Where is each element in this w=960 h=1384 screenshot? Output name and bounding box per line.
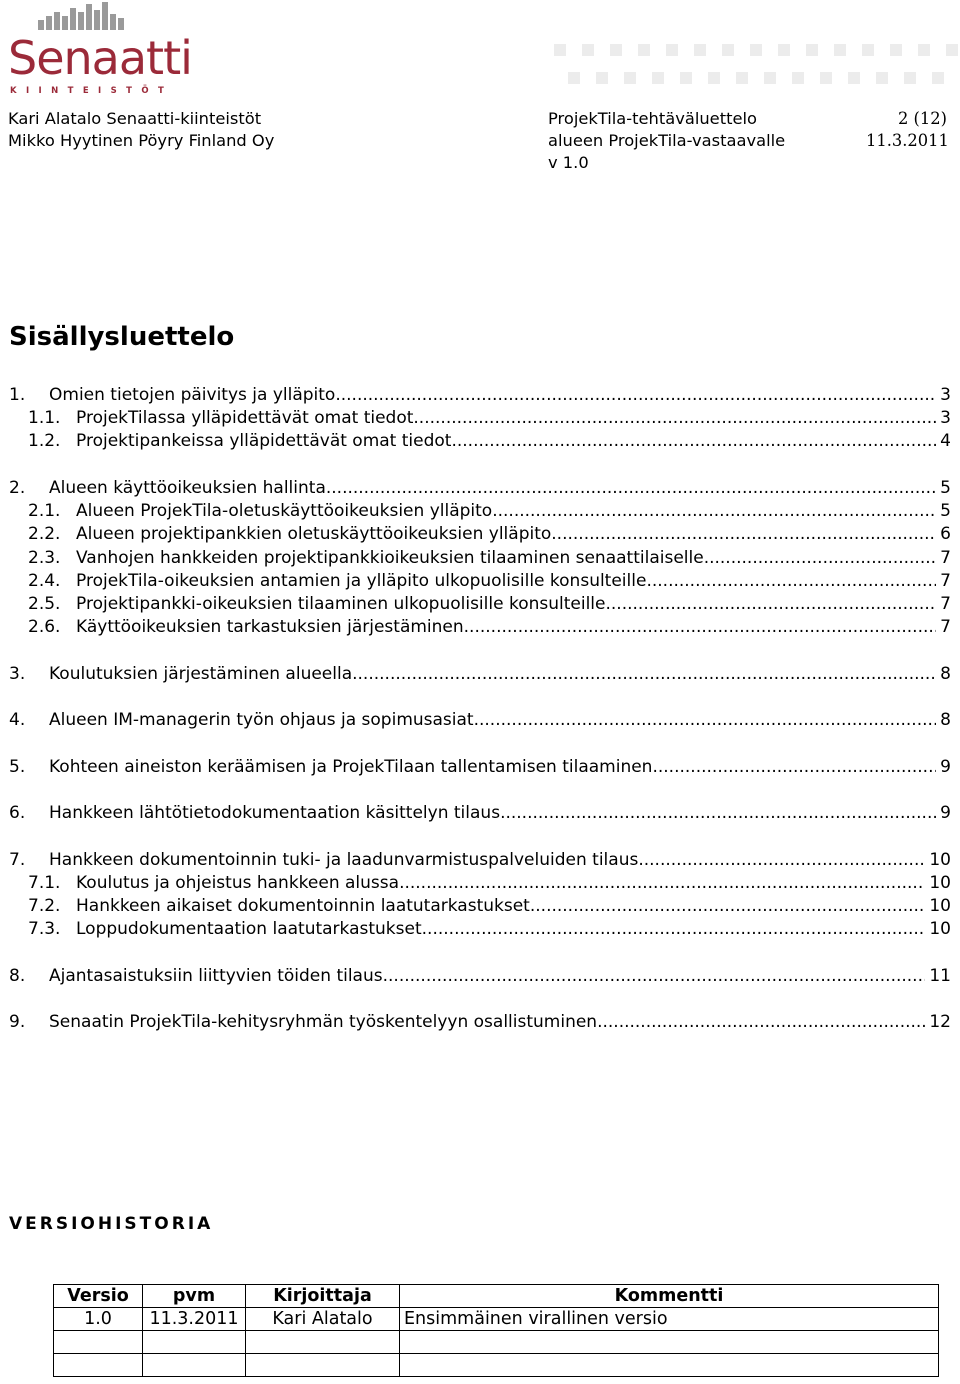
toc-dot-leader — [335, 385, 936, 405]
toc-dot-leader — [464, 617, 937, 637]
toc-entry[interactable] — [9, 524, 951, 547]
decorative-squares — [548, 44, 960, 94]
building-bars-icon — [36, 2, 136, 32]
toc-entry-label: Alueen käyttöoikeuksien hallinta — [49, 478, 326, 498]
toc-title: Sisällysluettelo — [9, 322, 235, 352]
toc-entry[interactable] — [9, 803, 951, 826]
toc-dot-leader — [383, 966, 926, 986]
toc-entry-number: 3. — [9, 664, 26, 684]
toc-entry-page: 8 — [940, 664, 951, 684]
toc-entry[interactable] — [9, 873, 951, 896]
toc-entry-page: 3 — [940, 385, 951, 405]
toc-entry-number: 2.4. — [28, 571, 61, 591]
toc-entry-label: Loppudokumentaation laatutarkastukset — [76, 919, 422, 939]
toc-entry-page: 12 — [929, 1012, 951, 1032]
toc-entry-label: Koulutus ja ohjeistus hankkeen alussa — [76, 873, 400, 893]
toc-entry-number: 2.2. — [28, 524, 61, 544]
toc-entry-number: 2. — [9, 478, 26, 498]
toc-entry-number: 9. — [9, 1012, 26, 1032]
toc-entry[interactable] — [9, 571, 951, 594]
toc-entry[interactable] — [9, 478, 951, 501]
toc-entry-number: 1. — [9, 385, 26, 405]
toc-entry-label: Koulutuksien järjestäminen alueella — [49, 664, 353, 684]
toc-entry[interactable] — [9, 1012, 951, 1035]
table-cell: 11.3.2011 — [143, 1308, 246, 1331]
toc-entry-number: 2.3. — [28, 548, 61, 568]
author-line-2: Mikko Hyytinen Pöyry Finland Oy — [8, 131, 275, 150]
table-cell — [143, 1331, 246, 1354]
toc-entry-number: 2.6. — [28, 617, 61, 637]
toc-entry-label: Vanhojen hankkeiden projektipankkioikeuksien tilaaminen senaattilaiselle — [76, 548, 704, 568]
toc-entry-number: 2.5. — [28, 594, 61, 614]
toc-entry-page: 7 — [940, 617, 951, 637]
toc-entry-number: 8. — [9, 966, 26, 986]
toc-dot-leader — [352, 664, 936, 684]
toc-entry-number: 7.2. — [28, 896, 61, 916]
toc-entry-page: 7 — [940, 571, 951, 591]
table-header-row — [54, 1285, 939, 1308]
toc-entry-page: 9 — [940, 757, 951, 777]
toc-entry-label: Kohteen aineiston keräämisen ja ProjekTilaan tallentamisen tilaaminen — [49, 757, 653, 777]
toc-entry-label: Käyttöoikeuksien tarkastuksien järjestäminen — [76, 617, 464, 637]
doc-date: 11.3.2011 — [866, 131, 949, 150]
toc-entry[interactable] — [9, 385, 951, 408]
toc-entry-label: Projektipankeissa ylläpidettävät omat tiedot — [76, 431, 452, 451]
toc-entry[interactable] — [9, 617, 951, 640]
toc-entry-label: Alueen ProjekTila-oletuskäyttöoikeuksien ylläpito — [76, 501, 493, 521]
doc-title-line-2: alueen ProjekTila-vastaavalle — [548, 131, 786, 150]
toc-entry-label: Senaatin ProjekTila-kehitysryhmän työskentelyyn osallistuminen — [49, 1012, 598, 1032]
toc-dot-leader — [646, 571, 936, 591]
toc-entry-label: Hankkeen aikaiset dokumentoinnin laatutarkastukset — [76, 896, 530, 916]
toc-entry-page: 10 — [929, 873, 951, 893]
toc-dot-leader — [399, 873, 925, 893]
toc-dot-leader — [500, 803, 936, 823]
toc-dot-leader — [704, 548, 936, 568]
table-cell: Kari Alatalo — [246, 1308, 400, 1331]
table-cell — [246, 1354, 400, 1377]
toc-entry-label: ProjekTilassa ylläpidettävät omat tiedot — [76, 408, 414, 428]
page-number: 2 (12) — [898, 109, 947, 128]
column-header: Kirjoittaja — [246, 1285, 400, 1308]
toc-entry-page: 6 — [940, 524, 951, 544]
table-cell — [246, 1331, 400, 1354]
toc-entry-label: Alueen IM-managerin työn ohjaus ja sopimusasiat — [49, 710, 474, 730]
table-cell: Ensimmäinen virallinen versio — [400, 1308, 939, 1331]
toc-entry[interactable] — [9, 896, 951, 919]
toc-entry-label: Projektipankki-oikeuksien tilaaminen ulkopuolisille konsulteille — [76, 594, 606, 614]
toc-entry-page: 10 — [929, 919, 951, 939]
toc-entry-page: 7 — [940, 548, 951, 568]
column-header: pvm — [143, 1285, 246, 1308]
toc-dot-leader — [492, 501, 936, 521]
toc-dot-leader — [597, 1012, 925, 1032]
toc-entry-number: 1.2. — [28, 431, 61, 451]
toc-entry[interactable] — [9, 548, 951, 571]
doc-version: v 1.0 — [548, 153, 589, 172]
toc-entry-page: 4 — [940, 431, 951, 451]
doc-title-line-1: ProjekTila-tehtäväluettelo — [548, 109, 757, 128]
toc-dot-leader — [451, 431, 936, 451]
table-row — [54, 1354, 939, 1377]
table-cell — [54, 1354, 143, 1377]
toc-dot-leader — [652, 757, 936, 777]
toc-entry[interactable] — [9, 966, 951, 989]
toc-entry-label: Ajantasaistuksiin liittyvien töiden tilaus — [49, 966, 383, 986]
toc-entry-number: 4. — [9, 710, 26, 730]
toc-entry-page: 5 — [940, 478, 951, 498]
toc-dot-leader — [530, 896, 926, 916]
toc-entry-number: 2.1. — [28, 501, 61, 521]
toc-entry[interactable] — [9, 757, 951, 780]
toc-dot-leader — [326, 478, 936, 498]
toc-entry-page: 8 — [940, 710, 951, 730]
logo-wordmark: Senaatti — [8, 31, 192, 85]
toc-entry-page: 5 — [940, 501, 951, 521]
toc-entry[interactable] — [9, 850, 951, 873]
toc-entry-page: 3 — [940, 408, 951, 428]
toc-entry-page: 10 — [929, 896, 951, 916]
toc-dot-leader — [638, 850, 925, 870]
toc-entry[interactable] — [9, 919, 951, 942]
toc-entry-label: Hankkeen lähtötietodokumentaation käsittelyn tilaus — [49, 803, 501, 823]
table-cell — [400, 1331, 939, 1354]
toc-entry-number: 7. — [9, 850, 26, 870]
toc-entry-number: 6. — [9, 803, 26, 823]
toc-dot-leader — [413, 408, 936, 428]
toc-dot-leader — [474, 710, 937, 730]
toc-entry-label: Hankkeen dokumentoinnin tuki- ja laadunvarmistuspalveluiden tilaus — [49, 850, 639, 870]
toc-entry-number: 7.3. — [28, 919, 61, 939]
senaatti-logo — [8, 0, 192, 100]
table-row — [54, 1331, 939, 1354]
toc-entry[interactable] — [9, 710, 951, 733]
toc-entry-number: 7.1. — [28, 873, 61, 893]
toc-entry-label: ProjekTila-oikeuksien antamien ja ylläpito ulkopuolisille konsulteille — [76, 571, 647, 591]
toc-entry[interactable] — [9, 594, 951, 617]
toc-entry-label: Alueen projektipankkien oletuskäyttöoikeuksien ylläpito — [76, 524, 552, 544]
version-history-table — [53, 1284, 939, 1377]
toc-entry-page: 7 — [940, 594, 951, 614]
table-cell: 1.0 — [54, 1308, 143, 1331]
column-header: Versio — [54, 1285, 143, 1308]
toc-entry-number: 5. — [9, 757, 26, 777]
toc-entry-page: 10 — [929, 850, 951, 870]
toc-entry-number: 1.1. — [28, 408, 61, 428]
toc-entry[interactable] — [9, 664, 951, 687]
column-header: Kommentti — [400, 1285, 939, 1308]
table-cell — [54, 1331, 143, 1354]
toc-entry-page: 9 — [940, 803, 951, 823]
logo-subtitle: KIINTEISTÖT — [10, 86, 174, 96]
toc-dot-leader — [422, 919, 926, 939]
toc-entry-label: Omien tietojen päivitys ja ylläpito — [49, 385, 336, 405]
table-row — [54, 1308, 939, 1331]
toc-entry[interactable] — [9, 501, 951, 524]
version-history-title: VERSIOHISTORIA — [9, 1214, 214, 1234]
toc-entry[interactable] — [9, 408, 951, 431]
author-line-1: Kari Alatalo Senaatti-kiinteistöt — [8, 109, 262, 128]
toc-dot-leader — [551, 524, 936, 544]
toc-entry[interactable] — [9, 431, 951, 454]
toc-dot-leader — [606, 594, 937, 614]
toc-entry-page: 11 — [929, 966, 951, 986]
table-cell — [143, 1354, 246, 1377]
table-cell — [400, 1354, 939, 1377]
